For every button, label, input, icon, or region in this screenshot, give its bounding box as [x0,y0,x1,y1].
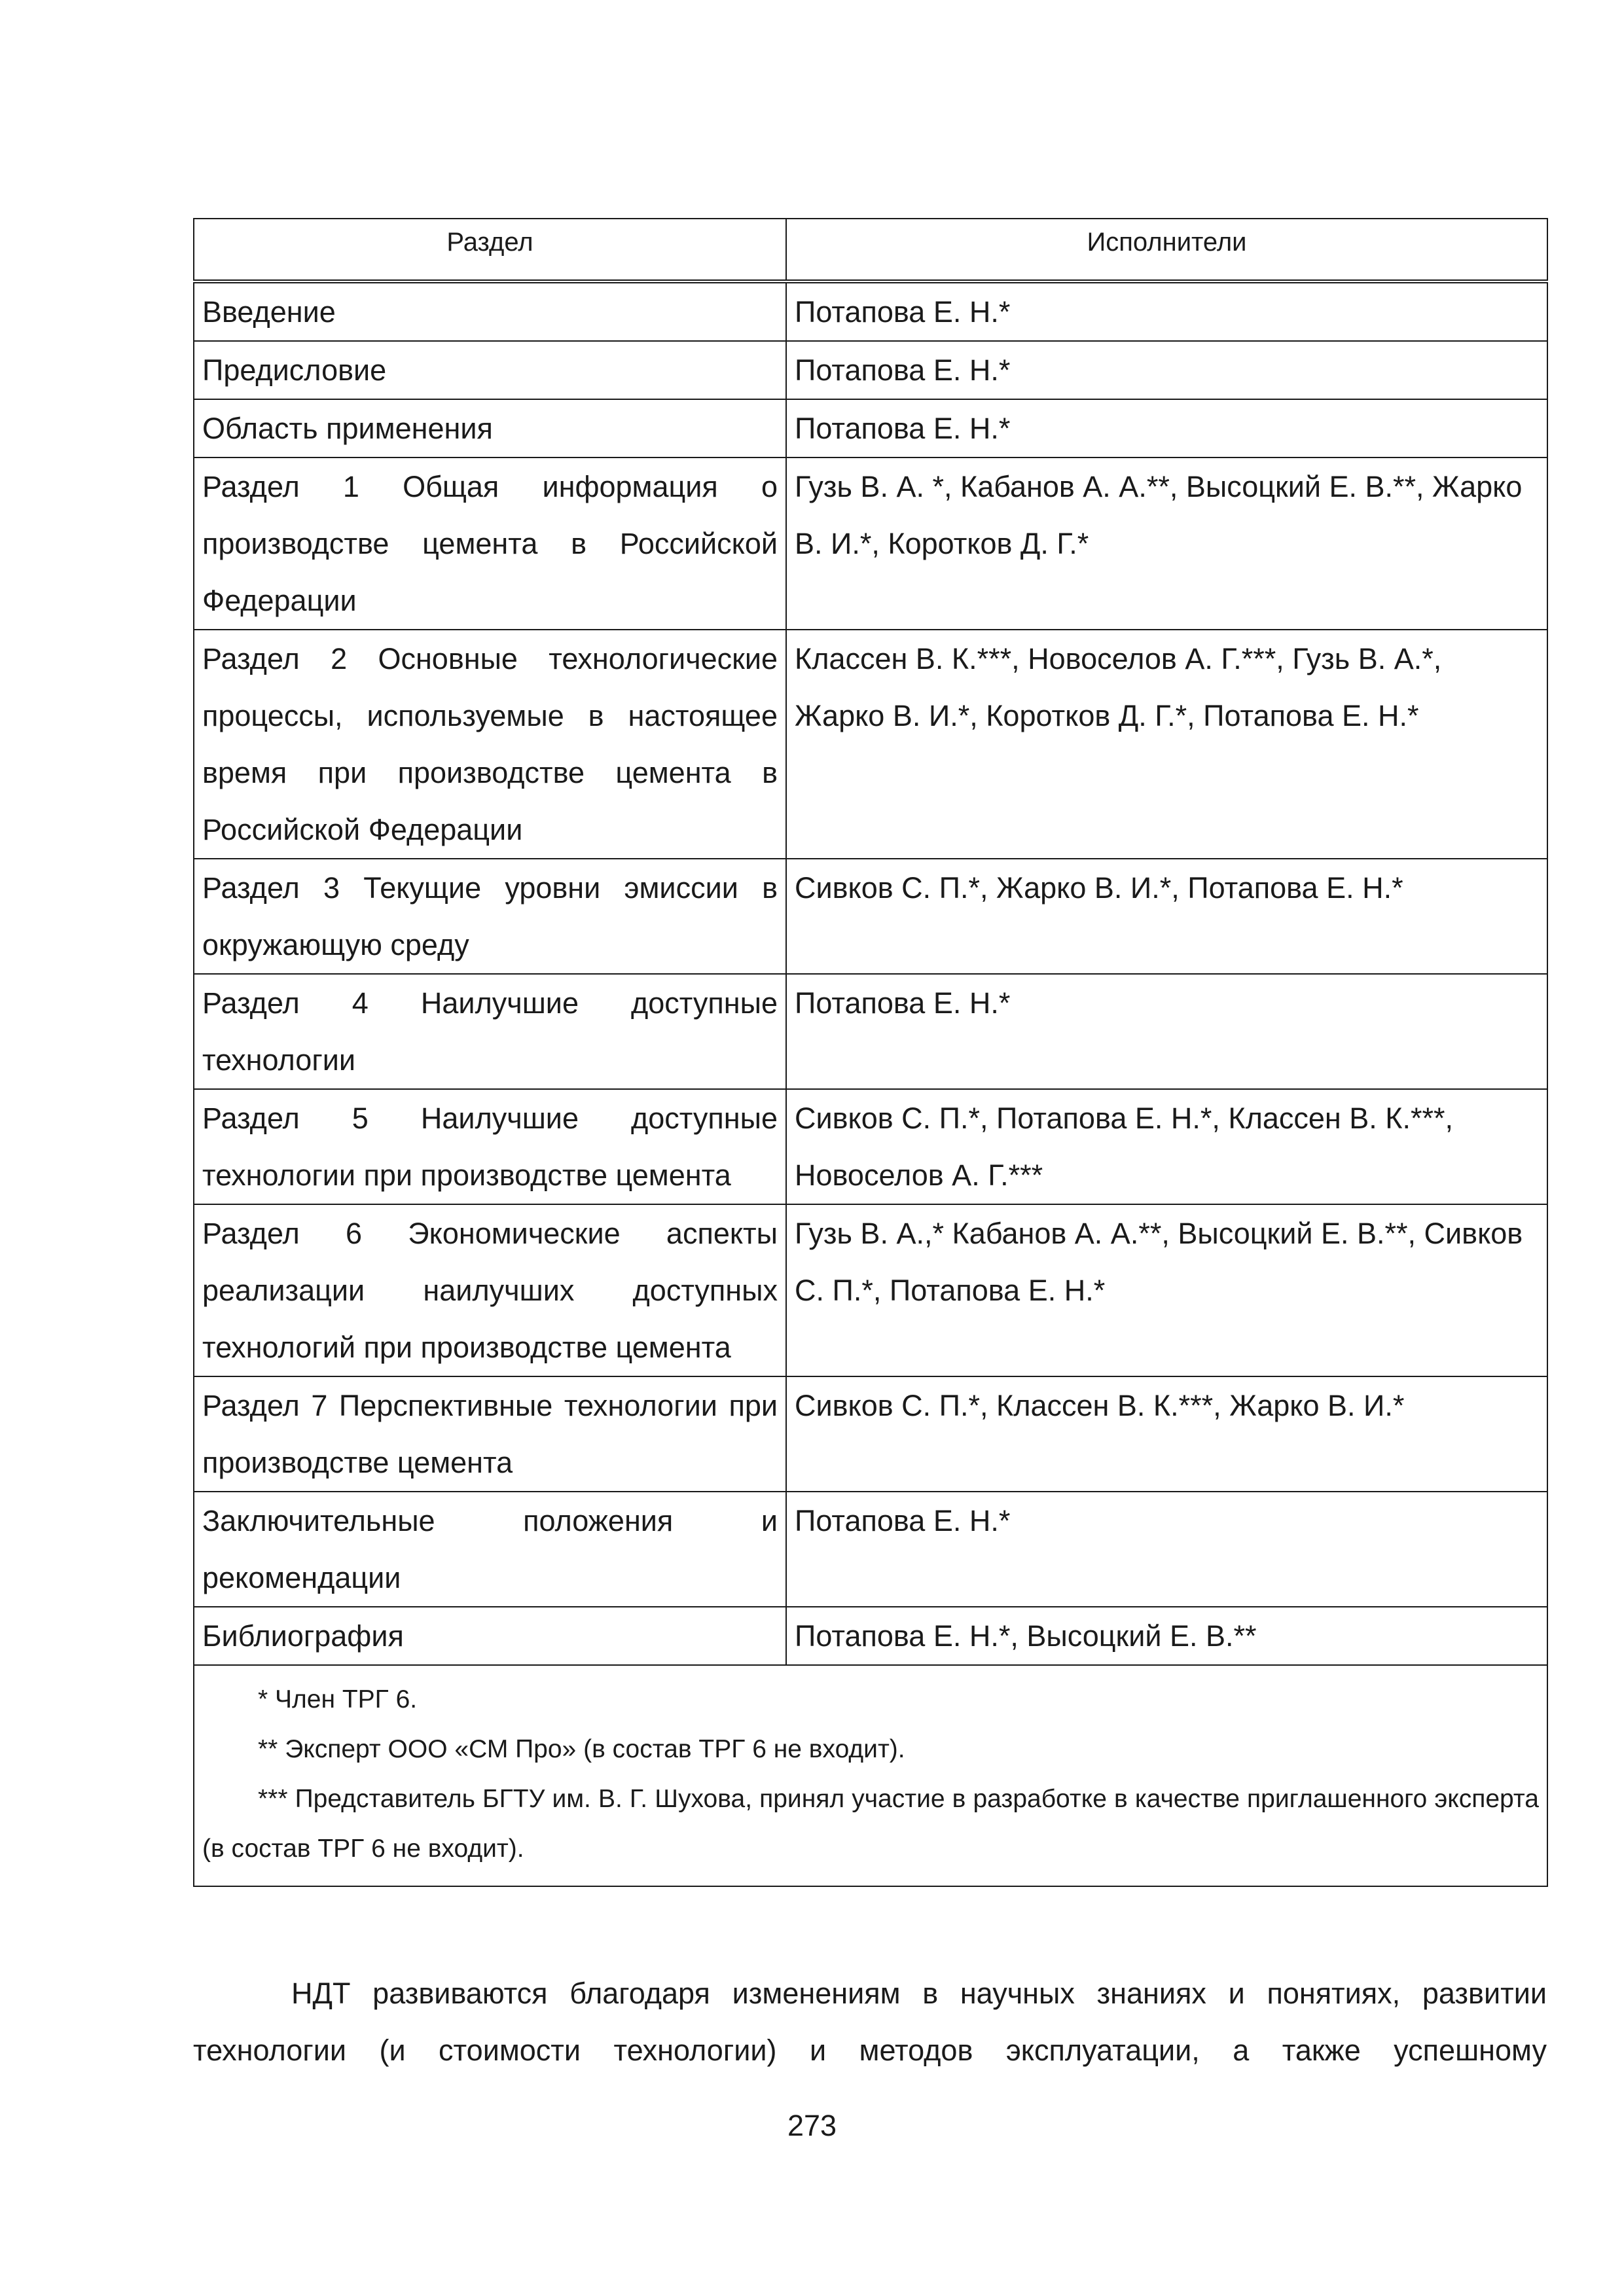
table-notes-row [194,1665,1547,1886]
header-authors: Исполнители [786,219,1547,281]
section-cell: Раздел 1 Общая информация о производстве цемента в Российской Федерации [194,457,786,630]
footnote: * Член ТРГ 6. [258,1685,418,1713]
footnote: ** Эксперт ООО «СМ Про» (в состав ТРГ 6 не входит). [258,1735,905,1763]
section-cell: Предисловие [194,341,786,399]
header-section: Раздел [194,219,786,281]
table-row [194,1089,1547,1204]
section-cell: Раздел 2 Основные технологические процессы, используемые в настоящее время при производстве цемента в Российской Федерации [194,630,786,859]
authors-cell: Потапова Е. Н.*, Высоцкий Е. В.** [786,1607,1547,1665]
contributors-table [193,218,1548,1887]
authors-cell: Потапова Е. Н.* [786,974,1547,1089]
authors-cell: Потапова Е. Н.* [786,399,1547,457]
authors-cell: Классен В. К.***, Новоселов А. Г.***, Гузь В. А.*, Жарко В. И.*, Коротков Д. Г.*, Потапова Е. Н.* [786,630,1547,859]
table-row [194,630,1547,859]
table-row [194,859,1547,974]
table-row [194,1492,1547,1607]
page-number: 273 [787,2109,837,2142]
authors-cell: Сивков С. П.*, Классен В. К.***, Жарко В. И.* [786,1376,1547,1492]
authors-cell: Сивков С. П.*, Жарко В. И.*, Потапова Е. Н.* [786,859,1547,974]
section-cell: Введение [194,281,786,341]
section-cell: Раздел 4 Наилучшие доступные технологии [194,974,786,1089]
table-row [194,457,1547,630]
authors-cell: Сивков С. П.*, Потапова Е. Н.*, Классен В. К.***, Новоселов А. Г.*** [786,1089,1547,1204]
table-row [194,1376,1547,1492]
body-paragraph-text: НДТ развиваются благодаря изменениям в научных знаниях и понятиях, развитии технологии (и стоимости технологии) и методов эксплуатации, а также успешному [193,1977,1547,2067]
body-paragraph [193,1965,1547,2079]
footnote: *** Представитель БГТУ им. В. Г. Шухова, принял участие в разработке в качестве приглашенного эксперта (в состав ТРГ 6 не входит). [202,1785,1539,1863]
authors-cell: Гузь В. А.,* Кабанов А. А.**, Высоцкий Е. В.**, Сивков С. П.*, Потапова Е. Н.* [786,1204,1547,1376]
authors-cell: Потапова Е. Н.* [786,1492,1547,1607]
table-row [194,341,1547,399]
table-row [194,1607,1547,1665]
section-cell: Заключительные положения и рекомендации [194,1492,786,1607]
footnotes-cell [194,1665,1547,1886]
section-cell: Область применения [194,399,786,457]
authors-cell: Потапова Е. Н.* [786,341,1547,399]
table-row [194,399,1547,457]
table-header-row [194,219,1547,281]
table-row [194,1204,1547,1376]
section-cell: Раздел 6 Экономические аспекты реализации наилучших доступных технологий при производстве цемента [194,1204,786,1376]
table-row [194,281,1547,341]
section-cell: Раздел 5 Наилучшие доступные технологии при производстве цемента [194,1089,786,1204]
section-cell: Раздел 3 Текущие уровни эмиссии в окружающую среду [194,859,786,974]
table-row [194,974,1547,1089]
authors-cell: Гузь В. А. *, Кабанов А. А.**, Высоцкий Е. В.**, Жарко В. И.*, Коротков Д. Г.* [786,457,1547,630]
section-cell: Библиография [194,1607,786,1665]
authors-cell: Потапова Е. Н.* [786,281,1547,341]
section-cell: Раздел 7 Перспективные технологии при производстве цемента [194,1376,786,1492]
